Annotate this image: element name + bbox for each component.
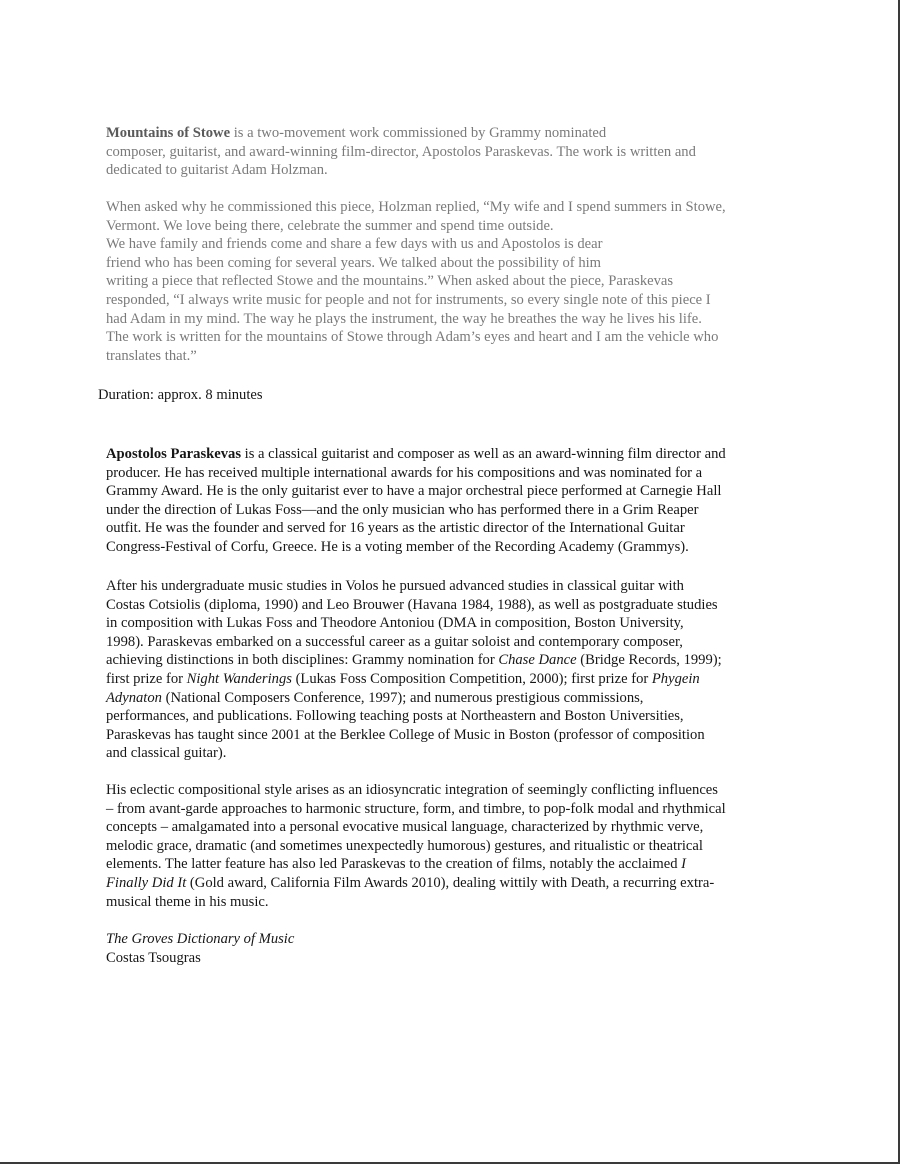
intro-line-3: dedicated to guitarist Adam Holzman. — [106, 162, 328, 179]
work-title-italic: Phygein — [651, 670, 700, 687]
quote-line: When asked why he commissioned this piece, Holzman replied, “My wife and I spend summers in Stowe, — [106, 199, 726, 215]
bio1-line: Grammy Award. He is the only guitarist ever to have a major orchestral piece performed at Carnegie Hall — [106, 483, 722, 500]
program-note-intro — [106, 124, 798, 180]
quote-line: responded, “I always write music for people and not for instruments, so every single note of this piece I — [106, 291, 711, 308]
work-title-italic: Chase Dance — [498, 652, 577, 669]
bio2-line: performances, and publications. Following teaching posts at Northeastern and Boston Universities, — [106, 708, 684, 725]
bio-paragraph-2 — [106, 577, 798, 763]
bio-paragraph-3 — [106, 781, 798, 911]
bio3-line: His eclectic compositional style arises as an idiosyncratic integration of seemingly conflicting influences — [106, 782, 718, 798]
bio3-line: musical theme in his music. — [106, 893, 269, 910]
bio1-line-1 — [106, 445, 798, 464]
quote-line: The work is written for the mountains of Stowe through Adam’s eyes and heart and I am the vehicle who — [106, 329, 719, 346]
bio2-text: (National Composers Conference, 1997); and numerous prestigious commissions, — [161, 689, 644, 706]
bio2-line: After his undergraduate music studies in Volos he pursued advanced studies in classical guitar with — [106, 578, 684, 594]
bio2-line — [106, 651, 798, 670]
bio2-line: 1998). Paraskevas embarked on a successful career as a guitar soloist and contemporary composer, — [106, 633, 683, 650]
bio2-line: and classical guitar). — [106, 745, 227, 762]
program-note-quote — [106, 198, 798, 365]
bio3-line: – from avant-garde approaches to harmonic structure, form, and timbre, to pop-folk modal and rhythmical — [106, 800, 726, 817]
quote-line: friend who has been coming for several years. We talked about the possibility of him — [106, 254, 602, 271]
bio3-line — [106, 855, 798, 874]
bio2-text: first prize for — [106, 670, 187, 687]
intro-text: is a two-movement work commissioned by Grammy nominated — [230, 125, 607, 141]
film-title-italic: I — [681, 856, 687, 873]
work-title-italic: Night Wanderings — [186, 670, 292, 687]
intro-line-2: composer, guitarist, and award-winning film-director, Apostolos Paraskevas. The work is written and — [106, 143, 696, 160]
bio2-line — [106, 689, 798, 708]
quote-line: We have family and friends come and share a few days with us and Apostolos is dear — [106, 236, 603, 253]
bio2-line — [106, 670, 798, 689]
bio2-line: Paraskevas has taught since 2001 at the Berklee College of Music in Boston (professor of composition — [106, 726, 705, 743]
bio1-line: producer. He has received multiple international awards for his compositions and was nominated for a — [106, 464, 703, 481]
bio3-line: melodic grace, dramatic (and sometimes unexpectedly humorous) gestures, and ritualistic or theatrical — [106, 837, 703, 854]
bio1-line: Congress-Festival of Corfu, Greece. He is a voting member of the Recording Academy (Grammys). — [106, 538, 689, 555]
bio3-line — [106, 874, 798, 893]
source-line — [106, 930, 798, 949]
bio3-line: concepts – amalgamated into a personal evocative musical language, characterized by rhythmic verve, — [106, 819, 704, 836]
work-title: Mountains of Stowe — [106, 125, 231, 141]
quote-line: writing a piece that reflected Stowe and the mountains.” When asked about the piece, Paraskevas — [106, 273, 674, 290]
film-title-italic: Finally Did It — [106, 874, 187, 891]
bio2-text: achieving distinctions in both disciplines: Grammy nomination for — [106, 652, 499, 669]
bio2-line: Costas Cotsiolis (diploma, 1990) and Leo Brouwer (Havana 1984, 1988), as well as postgraduate studies — [106, 596, 718, 613]
bio1-line: outfit. He was the founder and served for 16 years as the artistic director of the International Guitar — [106, 520, 685, 537]
bio3-text: (Gold award, California Film Awards 2010), dealing wittily with Death, a recurring extra- — [186, 874, 715, 891]
quote-line: translates that.” — [106, 347, 197, 364]
bio1-line: under the direction of Lukas Foss—and the only musician who has performed there in a Grim Reaper — [106, 501, 699, 518]
composer-name: Apostolos Paraskevas — [106, 446, 241, 462]
work-title-italic: Adynaton — [106, 689, 162, 706]
duration-text: Duration: approx. 8 minutes — [98, 387, 263, 403]
bio1-first-text: is a classical guitarist and composer as well as an award-winning film director and — [241, 446, 726, 462]
intro-line-1 — [106, 124, 798, 143]
citation-source: The Groves Dictionary of Music — [106, 931, 295, 947]
bio2-text: (Bridge Records, 1999); — [576, 652, 722, 669]
bio2-text: (Lukas Foss Composition Competition, 2000); first prize for — [291, 670, 652, 687]
bio3-text: elements. The latter feature has also led Paraskevas to the creation of films, notably the acclaimed — [106, 856, 682, 873]
quote-line: Vermont. We love being there, celebrate the summer and spend time outside. — [106, 217, 554, 234]
bio-paragraph-1 — [106, 445, 798, 557]
citation — [106, 930, 798, 967]
bio2-line: in composition with Lukas Foss and Theodore Antoniou (DMA in composition, Boston University, — [106, 615, 684, 632]
citation-author: Costas Tsougras — [106, 949, 201, 966]
quote-line: had Adam in my mind. The way he plays the instrument, the way he breathes the way he lives his life. — [106, 310, 702, 327]
